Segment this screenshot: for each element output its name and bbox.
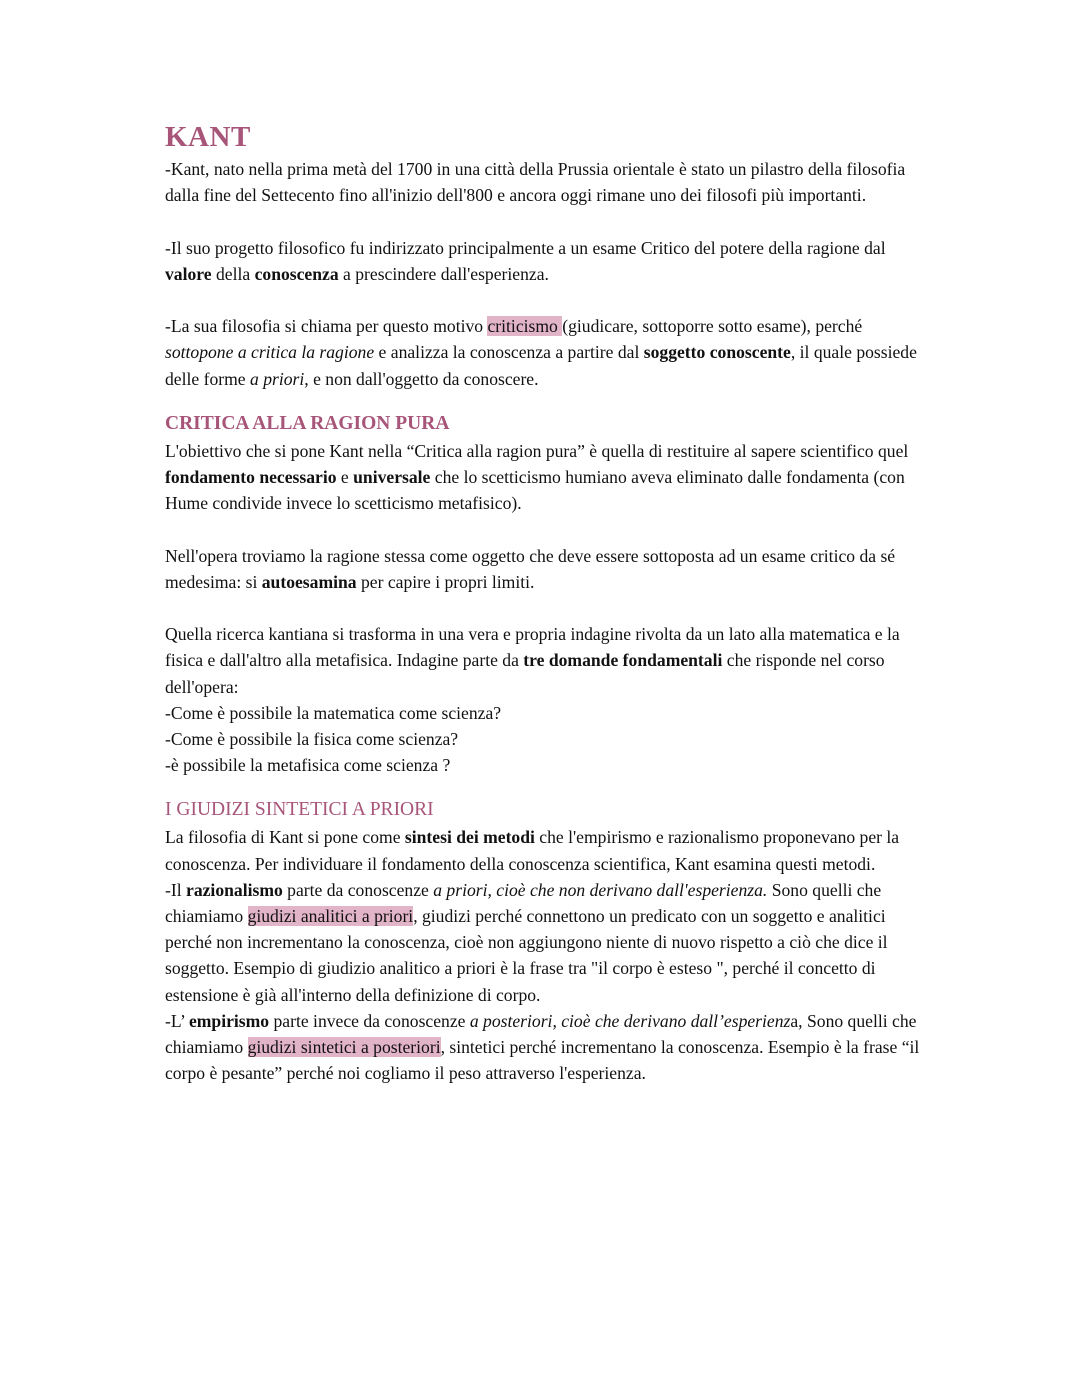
italic-run: sottopone a critica la ragione bbox=[165, 342, 375, 363]
section2-paragraph-2 bbox=[165, 877, 925, 1008]
text-run: che l'empirismo e razionalismo proponevano per la conoscenza. Per individuare il fondamento della conoscenza scientifica, Kant esamina questi metodi. bbox=[165, 827, 900, 874]
highlight-giudizi-analitici: giudizi analitici a priori bbox=[247, 906, 414, 927]
page-title: KANT bbox=[165, 121, 251, 153]
text-run: (giudicare, sottoporre sotto esame), perché bbox=[562, 316, 863, 337]
text-run: per capire i propri limiti. bbox=[356, 571, 535, 592]
section1-paragraph-3 bbox=[165, 621, 925, 700]
section-heading-critica: CRITICA ALLA RAGION PURA bbox=[165, 412, 450, 434]
section1-paragraph-2 bbox=[165, 543, 925, 595]
text-run: , sintetici perché incrementano la conoscenza. Esempio è la frase “il corpo è pesante” perché noi cogliamo il peso attraverso l'esperienza. bbox=[165, 1037, 920, 1084]
text-run: -La sua filosofia si chiama per questo motivo bbox=[165, 316, 488, 337]
text-run: a, Sono quelli che chiamiamo bbox=[165, 1010, 917, 1058]
text-run: -L’ bbox=[165, 1010, 189, 1031]
text-run: , giudizi perché connettono un predicato con un soggetto e analitici perché non incrementano la conoscenza, cioè non aggiungono niente di nuovo rispetto a ciò che dice il soggetto. Esempio di giudizio analitico a priori è la frase tra "il corpo è esteso ", perché il concetto di estensione è già all'interno della definizione di corpo. bbox=[165, 906, 888, 1005]
text-run: della bbox=[211, 263, 255, 284]
section2-paragraph-3 bbox=[165, 1008, 925, 1087]
text-run: che lo scetticismo humiano aveva eliminato dalle fondamenta (con Hume condivide invece lo scetticismo metafisico). bbox=[165, 467, 905, 514]
text-run: , e non dall'oggetto da conoscere. bbox=[304, 368, 539, 389]
bold-term-empirismo: empirismo bbox=[188, 1010, 270, 1031]
text-run: Quella ricerca kantiana si trasforma in una vera e propria indagine rivolta da un lato alla matematica e la fisica e dall'altro alla metafisica. Indagine parte da bbox=[165, 624, 900, 671]
question-line: -è possibile la metafisica come scienza ? bbox=[165, 755, 451, 776]
text-run: Nell'opera troviamo la ragione stessa come oggetto che deve essere sottoposta ad un esame critico da sé medesima: si bbox=[165, 545, 896, 592]
question-line: -Come è possibile la fisica come scienza? bbox=[165, 729, 459, 749]
italic-run: a priori bbox=[250, 368, 305, 389]
italic-run: a priori, cioè che non derivano dall'esperienza. bbox=[433, 879, 768, 900]
intro-paragraph-3 bbox=[165, 313, 925, 392]
bold-term-valore: valore bbox=[165, 263, 212, 284]
bold-term: universale bbox=[353, 467, 431, 487]
section-heading-giudizi: I GIUDIZI SINTETICI A PRIORI bbox=[165, 799, 434, 821]
highlight-giudizi-sintetici: giudizi sintetici a posteriori bbox=[247, 1037, 441, 1058]
text-run: Sono quelli che chiamiamo bbox=[165, 879, 882, 927]
document-page bbox=[165, 118, 925, 1086]
bold-term-autoesamina: autoesamina bbox=[261, 571, 357, 592]
text-run: parte invece da conoscenze bbox=[269, 1010, 470, 1031]
text-run: L'obiettivo che si pone Kant nella “Critica alla ragion pura” è quella di restituire al sapere scientifico quel bbox=[165, 440, 909, 461]
question-line: -Come è possibile la matematica come scienza? bbox=[165, 702, 502, 723]
bold-term-conoscenza: conoscenza bbox=[254, 263, 339, 284]
text-run: a prescindere dall'esperienza. bbox=[338, 263, 549, 284]
intro-p1-text: -Kant, nato nella prima metà del 1700 in una città della Prussia orientale è stato un pilastro della filosofia dalla fine del Settecento fino all'inizio dell'800 e ancora oggi rimane uno dei filosofi più importanti. bbox=[165, 159, 906, 206]
bold-term: fondamento necessario bbox=[165, 467, 337, 487]
text-run: -Il bbox=[165, 879, 187, 900]
italic-run: a posteriori, cioè che derivano dall’esperienz bbox=[469, 1010, 791, 1031]
highlight-criticismo: criticismo bbox=[487, 316, 563, 337]
text-run: La filosofia di Kant si pone come bbox=[165, 827, 405, 848]
text-run: e analizza la conoscenza a partire dal bbox=[374, 342, 644, 363]
text-run: , il quale possiede delle forme bbox=[165, 342, 917, 389]
text-run: e bbox=[336, 467, 354, 487]
text-run: che risponde nel corso dell'opera: bbox=[165, 650, 885, 697]
intro-paragraph-1 bbox=[165, 156, 925, 208]
bold-term-razionalismo: razionalismo bbox=[186, 879, 283, 900]
text-run: -Il suo progetto filosofico fu indirizzato principalmente a un esame Critico del potere della ragione dal bbox=[165, 237, 886, 258]
bold-term-soggetto-conoscente: soggetto conoscente bbox=[643, 342, 791, 363]
bold-term-tre-domande: tre domande fondamentali bbox=[523, 650, 723, 671]
section1-paragraph-1 bbox=[165, 438, 925, 517]
text-run: parte da conoscenze bbox=[282, 879, 434, 900]
section2-paragraph-1 bbox=[165, 824, 925, 876]
intro-paragraph-2 bbox=[165, 235, 925, 287]
bold-term-sintesi: sintesi dei metodi bbox=[404, 827, 535, 848]
